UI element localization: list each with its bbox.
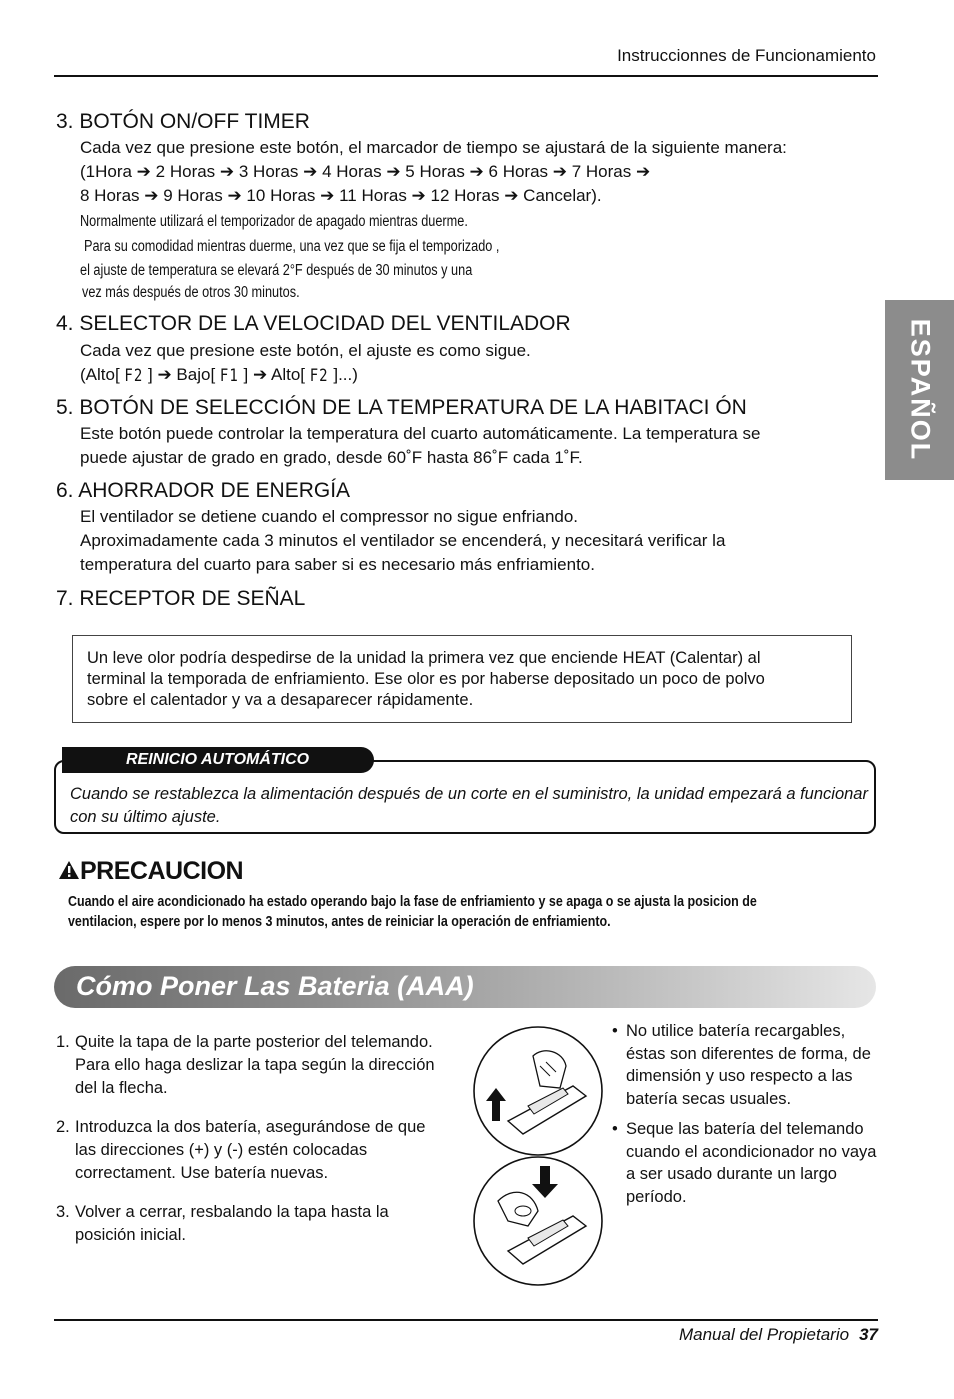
footer-rule [54, 1319, 878, 1321]
fan-speed-sequence [80, 363, 358, 388]
bullet-icon: • [612, 1022, 618, 1040]
list-item [56, 1031, 446, 1100]
header-title: Instruccionnes de Funcionamiento [617, 46, 876, 65]
section-5-line-1: Este botón puede controlar la temperatura del cuarto automáticamente. La temperatura se [80, 424, 761, 443]
footer [679, 1325, 878, 1345]
section-6-line-3: temperatura del cuarto para saber si es necesario más enfriamiento. [80, 555, 595, 574]
fan-sequence-bajo-label: ] ➔ Bajo[ [148, 365, 216, 384]
bullet-text: No utilice batería recargables, éstas son diferentes de forma, de dimensión y uso respecto a las batería secas usuales. [626, 1022, 871, 1108]
fan-display-f2-repeat: F2 [309, 366, 329, 386]
caution-line-1: Cuando el aire acondicionado ha estado operando bajo la fase de enfriamiento y se apaga o se ajusta la posicion de [68, 894, 757, 910]
caution-title-text: PRECAUCION [80, 857, 244, 885]
odor-note-line-2: terminal la temporada de enfriamiento. Ese olor es por haberse depositado un poco de polvo [87, 670, 765, 688]
list-item [56, 1116, 446, 1185]
caution-text [68, 892, 928, 932]
section-4-heading: 4. SELECTOR DE LA VELOCIDAD DEL VENTILADOR [56, 312, 571, 335]
odor-note-line-1: Un leve olor podría despedirse de la unidad la primera vez que enciende HEAT (Calentar) al [87, 649, 761, 667]
section-3-note-3: el ajuste de temperatura se elevará 2°F después de 30 minutos y una [80, 262, 473, 279]
fan-display-f2: F2 [124, 366, 144, 386]
step-number: 2. [56, 1118, 70, 1136]
fan-display-f1: F1 [219, 366, 239, 386]
batteries-banner [54, 966, 876, 1008]
step-number: 3. [56, 1203, 70, 1221]
section-3-line-1: Cada vez que presione este botón, el marcador de tiempo se ajustará de la siguiente manera: [80, 138, 787, 157]
section-3-heading: 3. BOTÓN ON/OFF TIMER [56, 110, 310, 133]
list-item [612, 1020, 880, 1110]
section-7-heading: 7. RECEPTOR DE SEÑAL [56, 587, 306, 610]
section-3-note-4: vez más después de otros 30 minutos. [82, 284, 300, 301]
step-text: Volver a cerrar, resbalando la tapa hasta la posición inicial. [75, 1203, 389, 1244]
auto-restart-title: REINICIO AUTOMÁTICO [62, 747, 374, 773]
step-text: Introduzca la dos batería, asegurándose de que las direcciones (+) y (-) estén colocadas correctament. Use batería nuevas. [75, 1118, 426, 1182]
section-6-line-1: El ventilador se detiene cuando el compressor no sigue enfriando. [80, 507, 579, 526]
header-rule [54, 75, 878, 77]
fan-sequence-end: ]...) [333, 365, 358, 384]
battery-illustration [468, 1026, 608, 1286]
bullet-text: Seque las batería del telemando cuando el acondicionador no vaya a ser usado durante un largo período. [626, 1120, 877, 1206]
section-6-heading: 6. AHORRADOR DE ENERGÍA [56, 479, 351, 502]
auto-restart-text: Cuando se restablezca la alimentación después de un corte en el suministro, la unidad empezará a funcionar con su último ajuste. [70, 785, 868, 826]
section-4-line-1: Cada vez que presione este botón, el ajuste es como sigue. [80, 341, 531, 360]
step-number: 1. [56, 1033, 70, 1051]
section-3-note-1: Normalmente utilizará el temporizador de apagado mientras duerme. [80, 213, 468, 230]
language-tab-label: ESPAÑOL [905, 318, 935, 462]
fan-sequence-alto-label: (Alto[ [80, 365, 120, 384]
page-number: 37 [859, 1325, 878, 1344]
insert-battery-illustration [474, 1157, 602, 1285]
section-3-note-2: Para su comodidad mientras duerme, una vez que se fija el temporizado , [84, 238, 500, 255]
bullet-icon: • [612, 1120, 618, 1138]
battery-steps-list [56, 1031, 446, 1263]
section-5-heading: 5. BOTÓN DE SELECCIÓN DE LA TEMPERATURA DE LA HABITACI ÓN [56, 396, 747, 419]
section-6-line-2: Aproximadamente cada 3 minutos el ventilador se encenderá, y necesitará verificar la [80, 531, 726, 550]
fan-sequence-alto-label-2: ] ➔ Alto[ [243, 365, 306, 384]
batteries-banner-title: Cómo Poner Las Bateria (AAA) [76, 971, 474, 1001]
language-tab [885, 300, 954, 480]
caution-title [58, 857, 243, 886]
footer-label: Manual del Propietario [678, 1325, 850, 1344]
warning-triangle-icon [58, 860, 80, 880]
odor-note-box [72, 635, 852, 723]
remove-cover-illustration [474, 1027, 602, 1155]
battery-tips-list [612, 1020, 880, 1216]
list-item [612, 1118, 880, 1208]
odor-note-line-3: sobre el calentador y va a desaparecer rápidamente. [87, 691, 474, 709]
caution-line-2: ventilacion, espere por lo menos 3 minutos, antes de reiniciar la operación de enfriamiento. [68, 914, 611, 930]
list-item [56, 1201, 446, 1247]
section-5-line-2: puede ajustar de grado en grado, desde 60˚F hasta 86˚F cada 1˚F. [80, 448, 583, 467]
section-3-line-3: 8 Horas ➔ 9 Horas ➔ 10 Horas ➔ 11 Horas ➔ 12 Horas ➔ Cancelar). [80, 186, 602, 205]
step-text: Quite la tapa de la parte posterior del telemando. Para ello haga deslizar la tapa según la dirección del la flecha. [75, 1033, 435, 1097]
section-3-line-2: (1Hora ➔ 2 Horas ➔ 3 Horas ➔ 4 Horas ➔ 5 Horas ➔ 6 Horas ➔ 7 Horas ➔ [80, 162, 651, 181]
